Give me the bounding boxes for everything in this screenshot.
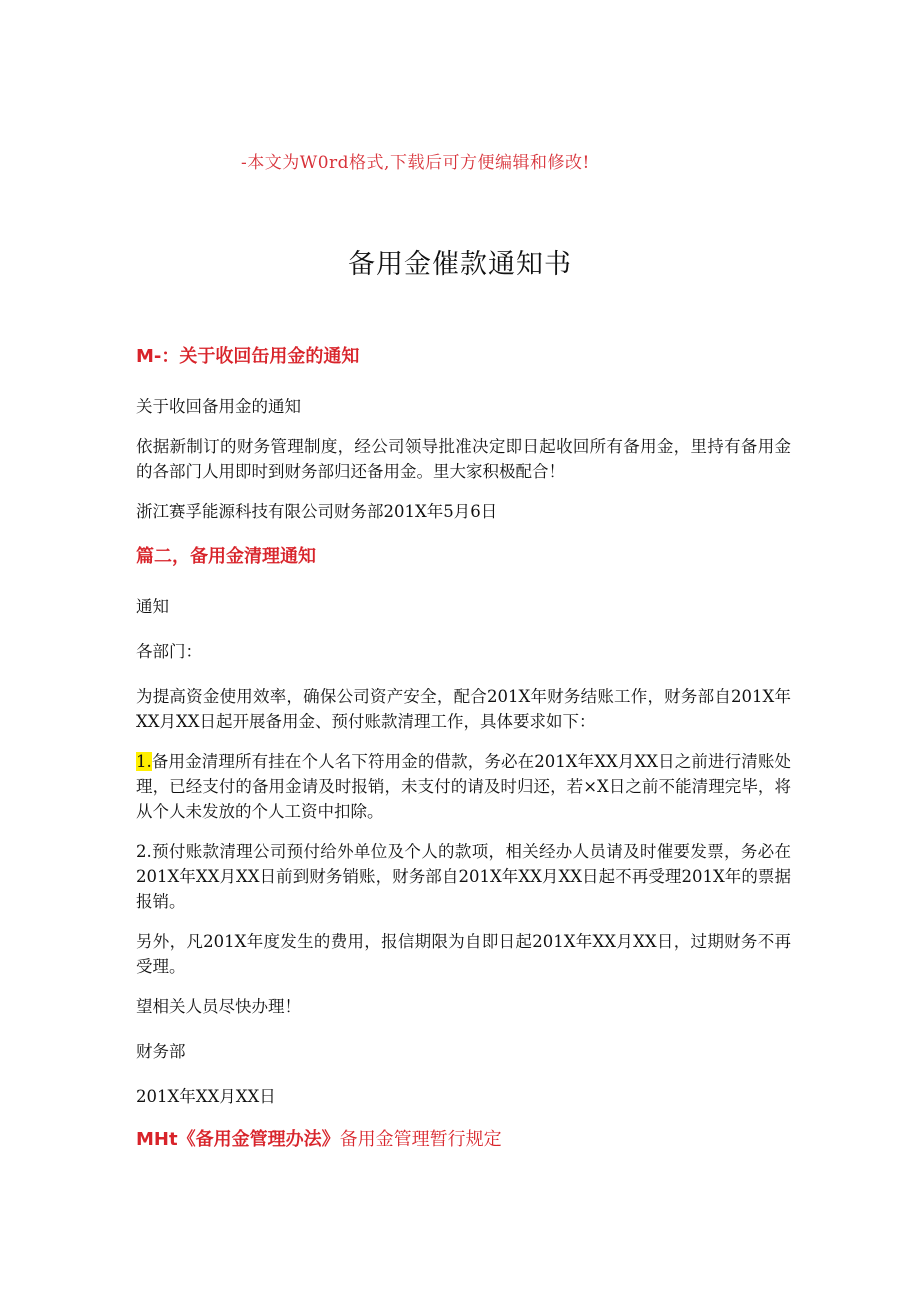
- format-notice: -本文为W0rd格式,下载后可方便编辑和修改!: [241, 153, 590, 173]
- section2-item-2: 2.预付账款清理公司预付给外单位及个人的款项，相关经办人员请及时催要发票，务必在201X年XX月XX日前到财务销账，财务部自201X年XX月XX日起不再受理201X年的票据报销。: [136, 842, 791, 911]
- section2-dept: 财务部: [136, 1042, 186, 1061]
- section2-heading: 篇二，备用金清理通知: [136, 546, 316, 567]
- page-title: 备用金催款通知书: [348, 249, 572, 280]
- section3-heading: [136, 1125, 791, 1155]
- item-1-number: 1.: [136, 752, 152, 771]
- section1-body: 依据新制订的财务管理制度，经公司领导批准决定即日起收回所有备用金，里持有备用金的各部门人用即时到财务部归还备用金。里大家积极配合！: [136, 437, 791, 481]
- section2-closing: 望相关人员尽快办理！: [136, 997, 301, 1016]
- section2-additional: 另外，凡201X年度发生的费用，报信期限为自即日起201X年XX月XX日，过期财务不再受理。: [136, 932, 791, 976]
- document-body: [136, 342, 791, 1177]
- section2-intro: 为提高资金使用效率，确保公司资产安全，配合201X年财务结账工作，财务部自201X年XX月XX日起开展备用金、预付账款清理工作，具体要求如下：: [136, 687, 791, 731]
- section1-signature: 浙江赛孚能源科技有限公司财务部201X年5月6日: [136, 502, 498, 521]
- section2-item-1: [136, 749, 791, 824]
- section1-subtitle: 关于收回备用金的通知: [136, 397, 301, 416]
- section3-heading-rest: 备用金管理暂行规定: [339, 1129, 502, 1150]
- section2-salutation: 各部门：: [136, 642, 202, 661]
- section2-subtitle: 通知: [136, 597, 169, 616]
- section1-heading: M-：关于收回缶用金的通知: [136, 346, 360, 367]
- item-1-text: 备用金清理所有挂在个人名下符用金的借款，务必在201X年XX月XX日之前进行清账处理，已经支付的备用金请及时报销，未支付的请及时归还，若×X日之前不能清理完毕，将从个人未发放的个人工资中扣除。: [136, 752, 791, 821]
- section3-heading-bold: MHt《备用金管理办法》: [136, 1129, 340, 1150]
- section2-date: 201X年XX月XX日: [136, 1087, 276, 1106]
